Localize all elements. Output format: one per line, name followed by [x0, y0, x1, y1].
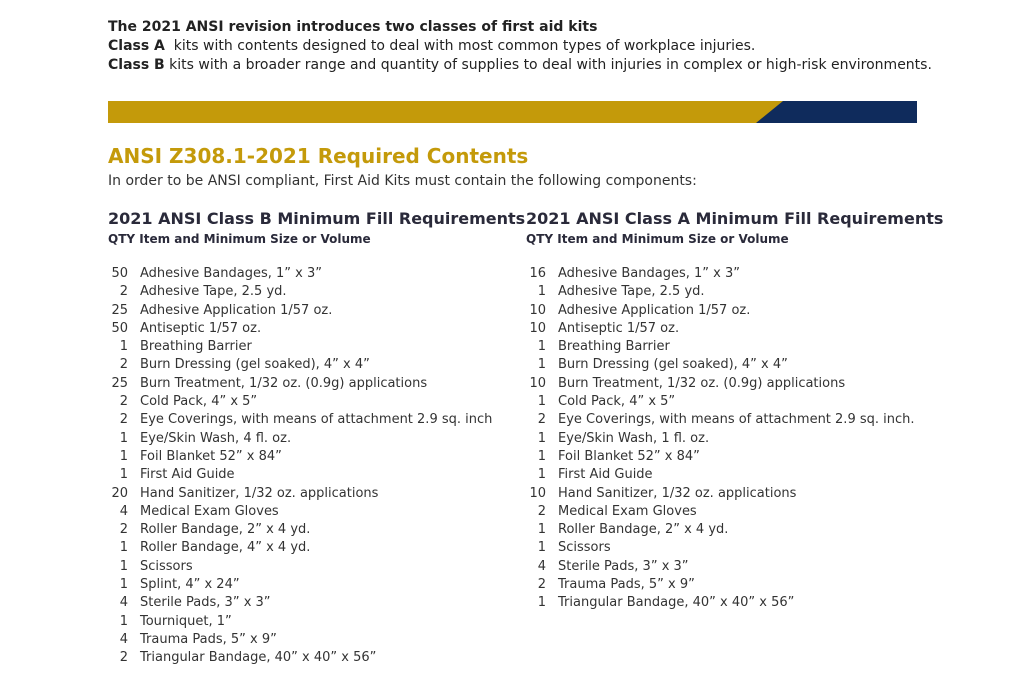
list-item — [526, 375, 943, 393]
list-item — [526, 539, 943, 557]
item-quantity: 2 — [537, 577, 546, 593]
item-quantity: 25 — [111, 302, 128, 318]
item-quantity: 10 — [529, 302, 546, 318]
item-name: Tourniquet, 1” — [140, 613, 232, 629]
list-item — [526, 430, 943, 448]
list-item — [526, 320, 943, 338]
item-name: First Aid Guide — [140, 467, 235, 483]
list-item — [108, 411, 525, 429]
list-item — [526, 393, 943, 411]
list-item — [108, 356, 525, 374]
item-name: Burn Dressing (gel soaked), 4” x 4” — [140, 357, 370, 373]
item-name: Adhesive Application 1/57 oz. — [558, 302, 751, 318]
list-item — [108, 594, 525, 612]
list-item — [108, 558, 525, 576]
item-quantity: 2 — [119, 357, 128, 373]
list-item — [526, 338, 943, 356]
item-quantity: 50 — [111, 320, 128, 336]
list-item — [108, 631, 525, 649]
item-quantity: 2 — [119, 522, 128, 538]
item-name: Adhesive Application 1/57 oz. — [140, 302, 333, 318]
item-name: Scissors — [140, 558, 193, 574]
item-quantity: 2 — [119, 394, 128, 410]
class-b-label: Class B — [108, 57, 165, 73]
list-item — [108, 393, 525, 411]
item-quantity: 4 — [119, 503, 128, 519]
list-item — [108, 302, 525, 320]
item-name: Trauma Pads, 5” x 9” — [558, 577, 695, 593]
item-name: Triangular Bandage, 40” x 40” x 56” — [558, 595, 795, 611]
item-name: Eye/Skin Wash, 1 fl. oz. — [558, 430, 710, 446]
item-name: Sterile Pads, 3” x 3” — [558, 558, 689, 574]
item-quantity: 1 — [119, 430, 128, 446]
list-item — [526, 503, 943, 521]
list-item — [108, 265, 525, 283]
item-name: Adhesive Bandages, 1” x 3” — [558, 266, 740, 281]
item-quantity: 1 — [119, 613, 128, 629]
item-name: Burn Dressing (gel soaked), 4” x 4” — [558, 357, 788, 373]
item-name: Burn Treatment, 1/32 oz. (0.9g) applications — [558, 375, 846, 391]
list-item — [108, 338, 525, 356]
item-quantity: 50 — [111, 266, 128, 281]
item-quantity: 1 — [119, 540, 128, 556]
list-item — [526, 265, 943, 283]
section-subtitle: In order to be ANSI compliant, First Aid Kits must contain the following components: — [108, 173, 697, 189]
item-name: Breathing Barrier — [558, 339, 670, 355]
list-item — [108, 320, 525, 338]
list-item — [108, 375, 525, 393]
item-quantity: 4 — [119, 595, 128, 611]
item-name: Eye/Skin Wash, 4 fl. oz. — [140, 430, 292, 446]
list-item — [526, 594, 943, 612]
item-name: Sterile Pads, 3” x 3” — [140, 595, 271, 611]
class-b-column — [108, 208, 525, 668]
item-name: Medical Exam Gloves — [558, 503, 697, 519]
list-item — [108, 613, 525, 631]
item-name: Roller Bandage, 2” x 4 yd. — [558, 522, 729, 538]
item-quantity: 1 — [119, 577, 128, 593]
item-quantity: 1 — [119, 558, 128, 574]
item-name: Adhesive Tape, 2.5 yd. — [140, 284, 287, 300]
decorative-divider-bar — [108, 101, 917, 123]
item-name: Roller Bandage, 2” x 4 yd. — [140, 522, 311, 538]
class-b-subtitle: QTY Item and Minimum Size or Volume — [108, 232, 371, 246]
item-quantity: 2 — [119, 284, 128, 300]
intro-class-a — [108, 37, 1008, 56]
intro-class-b — [108, 56, 1008, 75]
item-quantity: 1 — [537, 448, 546, 464]
item-quantity: 10 — [529, 485, 546, 501]
list-item — [526, 448, 943, 466]
item-name: Antiseptic 1/57 oz. — [558, 320, 680, 336]
list-item — [108, 283, 525, 301]
list-item — [108, 503, 525, 521]
item-name: Roller Bandage, 4” x 4 yd. — [140, 540, 311, 556]
item-quantity: 1 — [537, 430, 546, 446]
item-quantity: 4 — [119, 631, 128, 647]
class-a-description: kits with contents designed to deal with most common types of workplace injuries. — [164, 38, 756, 54]
class-a-label: Class A — [108, 38, 165, 54]
list-item — [526, 521, 943, 539]
list-item — [108, 576, 525, 594]
item-quantity: 2 — [537, 412, 546, 428]
item-quantity: 1 — [537, 284, 546, 300]
list-item — [526, 302, 943, 320]
item-name: Breathing Barrier — [140, 339, 252, 355]
item-name: Medical Exam Gloves — [140, 503, 279, 519]
item-quantity: 1 — [537, 339, 546, 355]
item-quantity: 1 — [537, 522, 546, 538]
list-item — [108, 539, 525, 557]
item-name: Splint, 4” x 24” — [140, 577, 240, 593]
intro-lead: The 2021 ANSI revision introduces two classes of first aid kits — [108, 19, 598, 35]
item-name: Cold Pack, 4” x 5” — [558, 394, 676, 410]
class-a-column — [526, 208, 943, 613]
class-b-description: kits with a broader range and quantity of supplies to deal with injuries in complex or high-risk environments. — [164, 57, 932, 73]
class-a-item-list — [526, 265, 943, 613]
list-item — [108, 649, 525, 667]
list-item — [526, 485, 943, 503]
item-name: Burn Treatment, 1/32 oz. (0.9g) applications — [140, 375, 428, 391]
item-name: Hand Sanitizer, 1/32 oz. applications — [140, 485, 379, 501]
item-name: Adhesive Bandages, 1” x 3” — [140, 266, 322, 281]
item-quantity: 1 — [119, 339, 128, 355]
list-item — [108, 448, 525, 466]
item-name: Trauma Pads, 5” x 9” — [140, 631, 277, 647]
item-quantity: 2 — [537, 503, 546, 519]
item-name: Hand Sanitizer, 1/32 oz. applications — [558, 485, 797, 501]
item-quantity: 1 — [537, 540, 546, 556]
item-quantity: 2 — [119, 650, 128, 666]
list-item — [526, 558, 943, 576]
item-quantity: 1 — [537, 467, 546, 483]
list-item — [526, 466, 943, 484]
list-item — [108, 430, 525, 448]
item-quantity: 20 — [111, 485, 128, 501]
item-name: Foil Blanket 52” x 84” — [140, 448, 282, 464]
list-item — [526, 411, 943, 429]
intro-text — [108, 18, 1008, 75]
item-name: Eye Coverings, with means of attachment 2.9 sq. inch — [140, 412, 493, 428]
item-name: First Aid Guide — [558, 467, 653, 483]
item-name: Foil Blanket 52” x 84” — [558, 448, 700, 464]
list-item — [526, 283, 943, 301]
item-quantity: 1 — [119, 448, 128, 464]
item-name: Eye Coverings, with means of attachment 2.9 sq. inch. — [558, 412, 915, 428]
item-quantity: 4 — [537, 558, 546, 574]
class-a-title: 2021 ANSI Class A Minimum Fill Requirements — [526, 209, 944, 228]
item-name: Triangular Bandage, 40” x 40” x 56” — [140, 650, 377, 666]
item-quantity: 16 — [529, 266, 546, 281]
item-quantity: 25 — [111, 375, 128, 391]
section-title: ANSI Z308.1-2021 Required Contents — [108, 144, 529, 168]
item-quantity: 1 — [537, 357, 546, 373]
item-name: Antiseptic 1/57 oz. — [140, 320, 262, 336]
item-quantity: 1 — [537, 394, 546, 410]
item-quantity: 2 — [119, 412, 128, 428]
class-b-item-list — [108, 265, 525, 668]
class-a-subtitle: QTY Item and Minimum Size or Volume — [526, 232, 789, 246]
item-name: Cold Pack, 4” x 5” — [140, 394, 258, 410]
list-item — [526, 356, 943, 374]
list-item — [108, 466, 525, 484]
item-name: Scissors — [558, 540, 611, 556]
item-quantity: 10 — [529, 320, 546, 336]
list-item — [108, 521, 525, 539]
item-quantity: 10 — [529, 375, 546, 391]
list-item — [108, 485, 525, 503]
list-item — [526, 576, 943, 594]
item-name: Adhesive Tape, 2.5 yd. — [558, 284, 705, 300]
class-b-title: 2021 ANSI Class B Minimum Fill Requirements — [108, 209, 526, 228]
item-quantity: 1 — [119, 467, 128, 483]
item-quantity: 1 — [537, 595, 546, 611]
